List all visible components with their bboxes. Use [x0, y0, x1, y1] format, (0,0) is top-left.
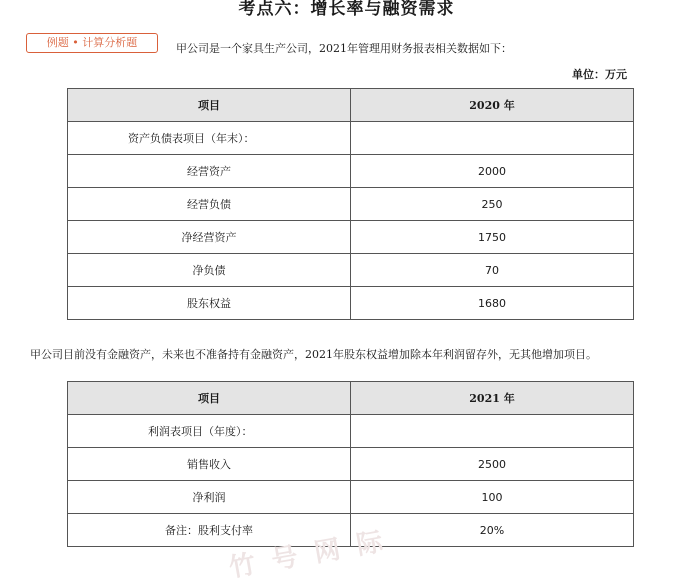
intro-text: 甲公司是一个家具生产公司，2021年管理用财务报表相关数据如下： [176, 42, 512, 55]
page-title: 考点六：增长率与融资需求 [238, 0, 455, 19]
header-year: 2020 年 [351, 89, 634, 122]
table-row [68, 448, 634, 481]
row-value: 70 [351, 254, 634, 287]
row-value: 100 [351, 481, 634, 514]
unit-label: 单位：万元 [572, 68, 627, 81]
table-row [68, 287, 634, 320]
row-label: 净负债 [68, 254, 351, 287]
income-statement-table [67, 381, 634, 547]
watermark: 竹 号 网 际 [227, 526, 389, 584]
table-row [68, 122, 634, 155]
header-item: 项目 [68, 382, 351, 415]
row-value: 1750 [351, 221, 634, 254]
question-type-tag: 例题 • 计算分析题 [26, 33, 158, 53]
header-item: 项目 [68, 89, 351, 122]
row-value [351, 122, 634, 155]
table-row [68, 481, 634, 514]
table-row [68, 221, 634, 254]
row-label: 备注：股利支付率 [68, 514, 351, 547]
row-label: 销售收入 [68, 448, 351, 481]
row-value: 20% [351, 514, 634, 547]
row-label: 净利润 [68, 481, 351, 514]
row-label: 股东权益 [68, 287, 351, 320]
row-value: 1680 [351, 287, 634, 320]
table-row [68, 155, 634, 188]
row-label: 经营负债 [68, 188, 351, 221]
row-label: 经营资产 [68, 155, 351, 188]
row-value [351, 415, 634, 448]
table-row [68, 188, 634, 221]
description-paragraph: 甲公司目前没有金融资产，未来也不准备持有金融资产，2021年股东权益增加除本年利润留存外，无其他增加项目。 [30, 348, 597, 361]
balance-sheet-table [67, 88, 634, 320]
table-row [68, 254, 634, 287]
table-header-row [68, 382, 634, 415]
row-label: 净经营资产 [68, 221, 351, 254]
table-header-row [68, 89, 634, 122]
row-label: 利润表项目（年度）： [68, 415, 351, 448]
table-row [68, 415, 634, 448]
row-value: 250 [351, 188, 634, 221]
row-label: 资产负债表项目（年末）： [68, 122, 351, 155]
row-value: 2000 [351, 155, 634, 188]
row-value: 2500 [351, 448, 634, 481]
header-year: 2021 年 [351, 382, 634, 415]
